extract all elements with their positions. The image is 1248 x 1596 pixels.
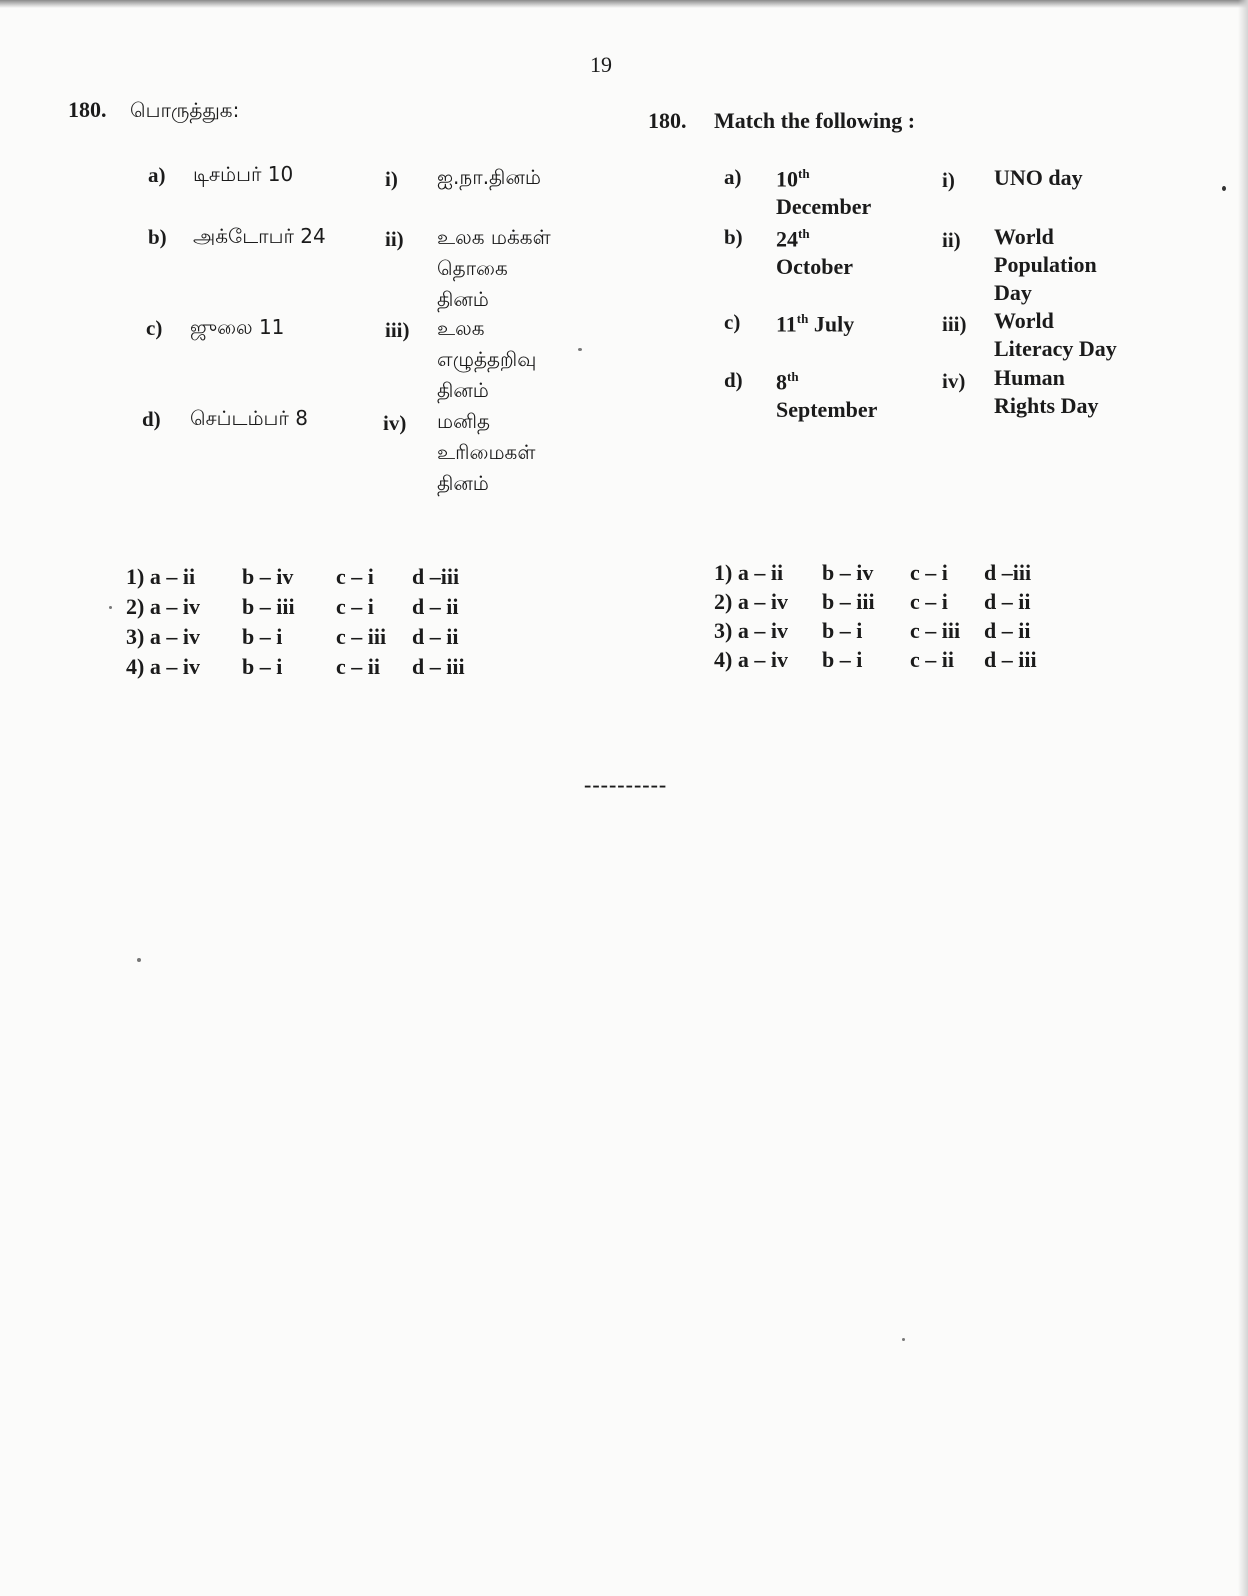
tamil-right-item-ii [437, 222, 551, 315]
english-option-2-a: 2) a – iv [714, 589, 788, 614]
english-right-label-iii: iii) [942, 312, 967, 336]
english-right-item-iv-line: Human [994, 365, 1065, 390]
tamil-left-label-d: d) [142, 407, 161, 431]
tamil-instruction: பொருத்துக: [130, 98, 240, 122]
english-option-1-d: d –iii [984, 560, 1032, 585]
english-left-item-d-month: September [776, 397, 878, 423]
tamil-option-2-d: d – ii [412, 594, 459, 619]
tamil-right-label-iii: iii) [385, 318, 410, 342]
english-left-item-d-num: 8 [776, 369, 787, 395]
tamil-right-item-i-line: ஐ.நா.தினம் [437, 165, 541, 189]
tamil-right-label-iv: iv) [383, 411, 407, 435]
english-left-item-a [776, 160, 871, 221]
tamil-left-item-c: ஜுலை 11 [190, 315, 285, 339]
tamil-option-4-a: 4) a – iv [126, 654, 200, 679]
english-right-item-ii-line: Day [994, 280, 1032, 305]
page-number: 19 [590, 52, 612, 77]
english-right-item-iii-line: Literacy Day [994, 336, 1117, 361]
tamil-right-item-iii-line: தினம் [437, 378, 489, 402]
english-left-item-c-num: 11 [776, 311, 797, 337]
english-left-item-a-month: December [776, 194, 872, 220]
tamil-option-1-a: 1) a – ii [126, 564, 196, 589]
english-right-label-i: i) [942, 168, 955, 192]
scan-speck [109, 606, 112, 609]
english-left-item-d [776, 363, 877, 424]
tamil-right-item-iii-line: உலக [437, 316, 485, 340]
english-option-2-d: d – ii [984, 589, 1031, 614]
tamil-option-1-d: d –iii [412, 564, 460, 589]
tamil-right-item-iv-line: உரிமைகள் [437, 440, 536, 464]
scan-speck [902, 1338, 905, 1341]
english-right-item-ii-line: Population [994, 252, 1097, 277]
scan-top-edge [0, 0, 1248, 8]
english-left-label-b: b) [724, 225, 743, 249]
tamil-right-item-iii-line: எழுத்தறிவு [437, 347, 537, 371]
english-left-item-a-sup: th [798, 166, 810, 181]
tamil-option-2-c: c – i [336, 594, 374, 619]
tamil-option-1-c: c – i [336, 564, 374, 589]
english-left-label-d: d) [724, 368, 743, 392]
tamil-right-label-i: i) [385, 167, 398, 191]
english-option-1-a: 1) a – ii [714, 560, 784, 585]
tamil-right-item-iv [437, 406, 535, 499]
tamil-right-item-ii-line: தொகை [437, 256, 508, 280]
tamil-right-item-iv-line: மனித [437, 409, 491, 433]
english-left-item-c [776, 305, 854, 338]
english-option-3-c: c – iii [910, 618, 961, 643]
tamil-right-item-ii-line: உலக மக்கள் [437, 225, 551, 249]
english-option-3-b: b – i [822, 618, 863, 643]
english-right-item-i [994, 164, 1083, 192]
english-right-item-ii [994, 223, 1097, 307]
scan-speck [1222, 186, 1226, 191]
english-question-number: 180. [648, 108, 687, 133]
tamil-right-item-i [437, 162, 541, 193]
tamil-option-4-d: d – iii [412, 654, 465, 679]
tamil-right-label-ii: ii) [385, 227, 404, 251]
scan-right-edge [1238, 0, 1248, 1596]
tamil-left-label-b: b) [148, 225, 167, 249]
english-left-item-b-num: 24 [776, 226, 798, 252]
english-option-3-a: 3) a – iv [714, 618, 788, 643]
english-left-item-c-sup: th [796, 311, 809, 326]
tamil-option-4-c: c – ii [336, 654, 380, 679]
english-option-4-c: c – ii [910, 647, 954, 672]
tamil-option-3-b: b – i [242, 624, 283, 649]
english-option-2-b: b – iii [822, 589, 875, 614]
english-option-3-d: d – ii [984, 618, 1031, 643]
english-instruction: Match the following : [714, 108, 916, 133]
english-left-item-d-sup: th [787, 369, 799, 384]
english-option-4-a: 4) a – iv [714, 647, 788, 672]
tamil-left-item-d: செப்டம்பர் 8 [190, 406, 308, 430]
tamil-left-item-a: டிசம்பர் 10 [193, 162, 294, 186]
tamil-left-label-c: c) [146, 316, 163, 340]
tamil-right-item-iii [437, 313, 536, 406]
english-right-label-ii: ii) [942, 228, 961, 252]
scan-speck [137, 958, 141, 962]
tamil-option-3-a: 3) a – iv [126, 624, 200, 649]
tamil-right-item-iv-line: தினம் [437, 471, 489, 495]
tamil-left-label-a: a) [148, 163, 166, 187]
tamil-option-2-b: b – iii [242, 594, 295, 619]
english-right-item-ii-line: World [994, 224, 1054, 249]
tamil-option-4-b: b – i [242, 654, 283, 679]
english-left-item-b [776, 220, 853, 281]
english-left-item-c-month: July [808, 311, 855, 337]
english-option-4-b: b – i [822, 647, 863, 672]
english-option-2-c: c – i [910, 589, 948, 614]
english-right-item-iii-line: World [994, 308, 1054, 333]
english-option-4-d: d – iii [984, 647, 1037, 672]
english-left-item-b-month: October [776, 254, 853, 280]
english-left-item-b-sup: th [798, 226, 810, 241]
tamil-left-item-b: அக்டோபர் 24 [193, 224, 326, 248]
english-right-item-iii [994, 307, 1117, 363]
tamil-option-2-a: 2) a – iv [126, 594, 200, 619]
english-left-label-c: c) [724, 310, 741, 334]
tamil-option-1-b: b – iv [242, 564, 294, 589]
english-option-1-c: c – i [910, 560, 948, 585]
english-option-1-b: b – iv [822, 560, 874, 585]
english-right-item-iv [994, 364, 1099, 420]
english-right-item-i-line: UNO day [994, 165, 1083, 190]
section-separator: ---------- [584, 772, 668, 797]
english-left-item-a-num: 10 [776, 166, 798, 192]
english-left-label-a: a) [724, 165, 742, 189]
tamil-question-number: 180. [68, 97, 107, 122]
tamil-right-item-ii-line: தினம் [437, 287, 489, 311]
tamil-option-3-d: d – ii [412, 624, 459, 649]
english-right-label-iv: iv) [942, 369, 966, 393]
tamil-option-3-c: c – iii [336, 624, 387, 649]
english-right-item-iv-line: Rights Day [994, 393, 1099, 418]
scan-speck [578, 348, 582, 351]
